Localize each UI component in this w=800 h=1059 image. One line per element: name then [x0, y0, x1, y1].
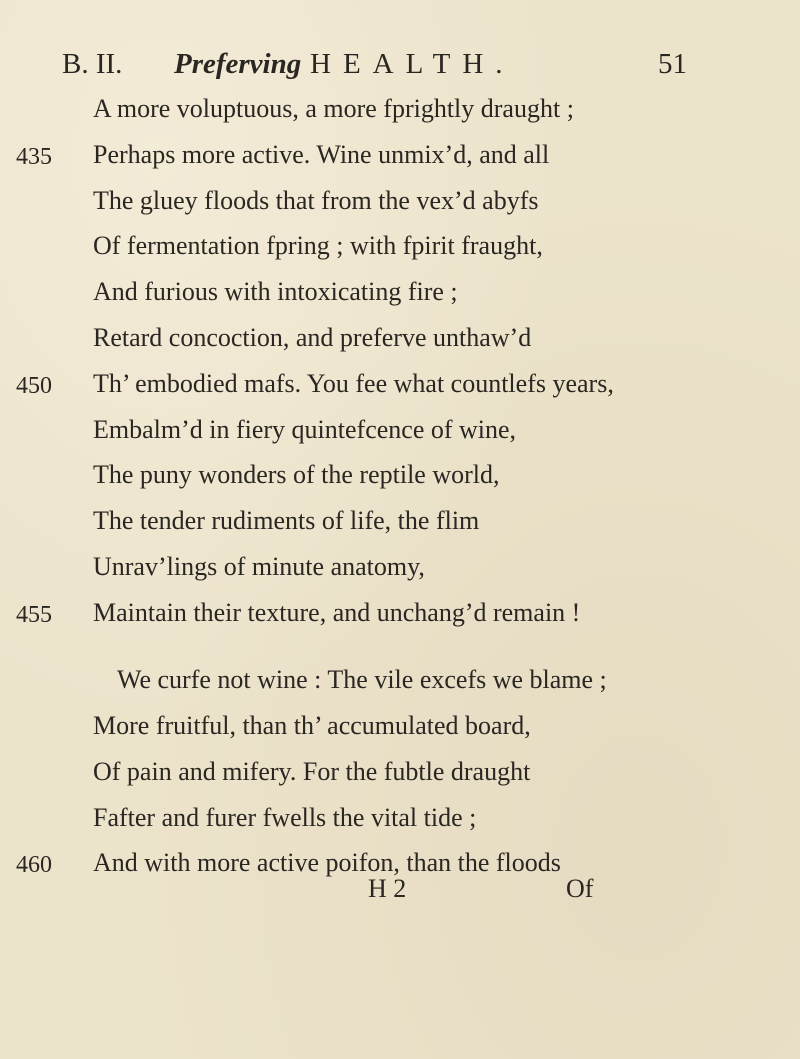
book-number: B. II. — [62, 48, 123, 80]
verse-line: The tender rudiments of life, the flim — [93, 506, 480, 535]
verse-line: And furious with intoxicating fire ; — [93, 277, 458, 306]
section-title: Preferving — [174, 48, 302, 80]
line-number: 455 — [16, 602, 52, 628]
verse-line: And with more active poifon, than the floods — [93, 848, 561, 877]
verse-line: More fruitful, than th’ accumulated board, — [93, 711, 531, 740]
line-number: 435 — [16, 144, 52, 170]
page-number: 51 — [658, 48, 687, 80]
verse-line: Fafter and furer fwells the vital tide ; — [93, 803, 477, 832]
verse-line: Unrav’lings of minute anatomy, — [93, 552, 425, 581]
verse-line: Embalm’d in fiery quintefcence of wine, — [93, 415, 517, 444]
verse-line: Maintain their texture, and unchang’d remain ! — [93, 598, 581, 627]
verse-line: A more voluptuous, a more fprightly draught ; — [93, 94, 574, 123]
catchword: Of — [566, 874, 594, 903]
verse-line: Th’ embodied mafs. You fee what countlefs years, — [93, 369, 614, 398]
verse-line: Perhaps more active. Wine unmix’d, and all — [93, 140, 550, 169]
verse-line: Retard concoction, and preferve unthaw’d — [93, 323, 532, 352]
line-number: 460 — [16, 852, 52, 878]
verse-line: Of pain and mifery. For the fubtle draught — [93, 757, 531, 786]
header-title: HEALTH. — [310, 48, 515, 80]
verse-line: The gluey floods that from the vex’d abyfs — [93, 186, 539, 215]
verse-line: The puny wonders of the reptile world, — [93, 460, 500, 489]
line-number: 450 — [16, 373, 52, 399]
verse-line: We curfe not wine : The vile excefs we blame ; — [117, 665, 607, 694]
signature-mark: H 2 — [368, 874, 407, 903]
verse-line: Of fermentation fpring ; with fpirit fraught, — [93, 231, 543, 260]
page-footer — [0, 872, 800, 906]
